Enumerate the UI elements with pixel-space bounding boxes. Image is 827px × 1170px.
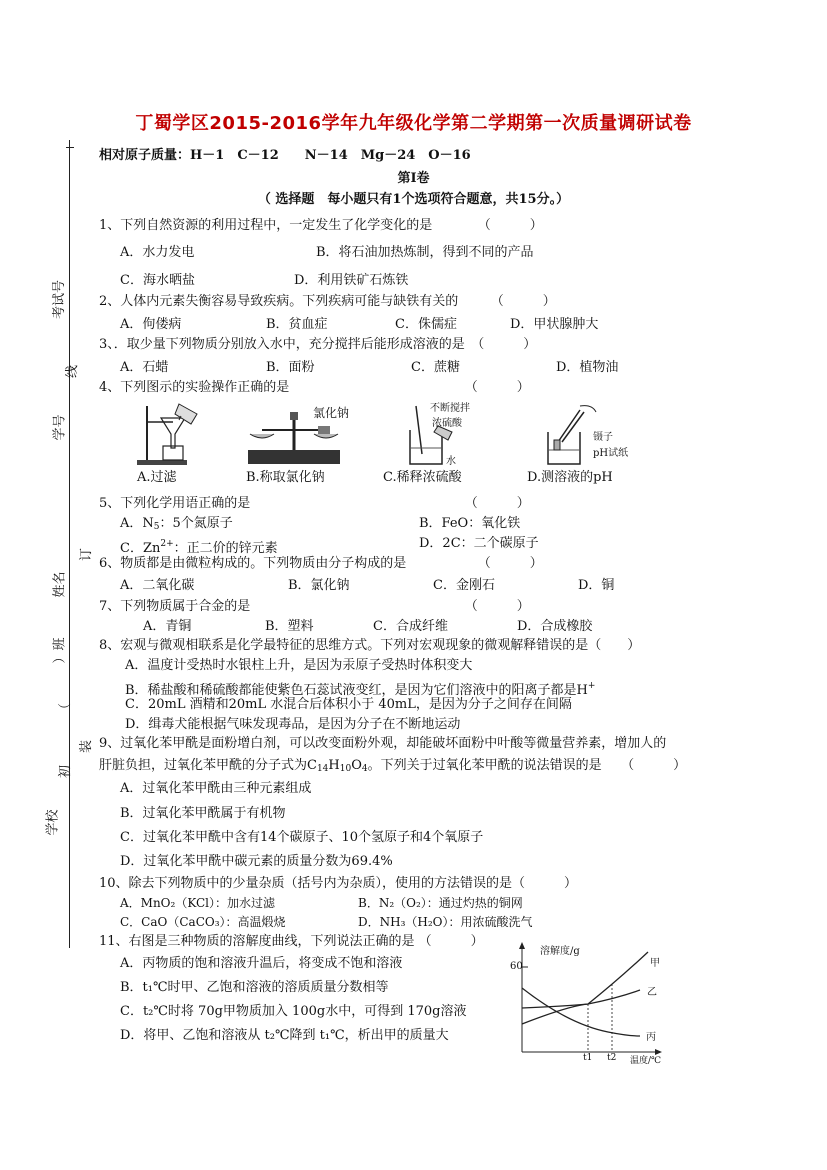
label-nacl: 氯化钠 (313, 406, 350, 420)
atomic-mass-line: 相对原子质量：H－1 C－12 N－14 Mg－24 O－16 (99, 148, 471, 163)
q9-option-d: D．过氧化苯甲酰中碳元素的质量分数为69.4% (120, 854, 393, 869)
q5-option-d: D．2C：二个碳原子 (419, 536, 539, 551)
q2-option-c: C．侏儒症 (395, 317, 457, 332)
section-title: 第Ⅰ卷 (397, 171, 430, 186)
q9-sub-h: 10 (339, 764, 352, 774)
figure-ph-test (540, 402, 600, 468)
binding-line (69, 140, 70, 948)
q6-option-c: C．金刚石 (433, 578, 495, 593)
graph-ylabel: 溶解度/g (540, 946, 580, 957)
q5-c-pre: C．Zn (120, 541, 161, 556)
q4-option-a: A.过滤 (137, 470, 177, 485)
q11-option-a: A．丙物质的饱和溶液升温后，将变成不饱和溶液 (120, 956, 403, 971)
graph-t1: t1 (583, 1053, 593, 1063)
q2-stem: 2、人体内元素失衡容易导致疾病。下列疾病可能与缺铁有关的 （ ） (99, 294, 556, 309)
label-water: 水 (446, 456, 456, 467)
q9-option-b: B．过氧化苯甲酰属于有机物 (120, 806, 286, 821)
q5-a-post: ：5个氮原子 (159, 516, 233, 531)
margin-name: 姓名 (52, 571, 68, 598)
q3-option-b: B．面粉 (266, 360, 315, 375)
q8-b-text: B．稀盐酸和稀硫酸都能使紫色石蕊试液变红，是因为它们溶液中的阳离子都是H (125, 683, 588, 698)
q11-option-b: B．t₁℃时甲、乙饱和溶液的溶质质量分数相等 (120, 980, 389, 995)
q8-option-a: A．温度计受热时水银柱上升，是因为汞原子受热时体积变大 (125, 658, 473, 673)
label-tweezers: 镊子 (593, 432, 613, 443)
q3-option-c: C．蔗糖 (411, 360, 460, 375)
q9-stem-line1: 9、过氧化苯甲酰是面粉增白剂，可以改变面粉外观，却能破坏面粉中叶酸等微量营养素，增加人的 (99, 736, 667, 751)
q4-option-d: D.测溶液的pH (527, 470, 613, 485)
q4-stem: 4、下列图示的实验操作正确的是 （ ） (99, 380, 530, 395)
q8-b-sup: + (587, 681, 596, 691)
q1-option-a: A．水力发电 (120, 245, 195, 260)
q8-option-c: C．20mL 酒精和20mL 水混合后体积小于 40mL，是因为分子之间存在间隔 (125, 697, 572, 712)
q10-option-a: A．MnO₂（KCl）：加水过滤 (120, 896, 275, 910)
q7-option-b: B．塑料 (265, 619, 314, 634)
margin-grade: 初 (58, 764, 74, 779)
q7-option-d: D．合成橡胶 (517, 619, 593, 634)
label-stirring: 不断搅拌 (430, 403, 470, 414)
margin-line-label: 线 (65, 364, 81, 379)
curve-jia (522, 952, 648, 1008)
graph-label-jia: 甲 (650, 958, 660, 969)
q8-option-d: D．缉毒犬能根据气味发现毒品，是因为分子在不断地运动 (125, 717, 461, 732)
q3-option-a: A．石蜡 (120, 360, 169, 375)
q5-a-pre: A．N (120, 516, 154, 531)
q1-stem: 1、下列自然资源的利用过程中，一定发生了化学变化的是 （ ） (99, 218, 543, 233)
q11-option-c: C．t₂℃时将 70g甲物质加入 100g水中，可得到 170g溶液 (120, 1004, 467, 1019)
margin-top-rule (66, 147, 74, 148)
margin-seat-no: 学号 (52, 414, 68, 441)
q6-stem: 6、物质都是由微粒构成的。下列物质由分子构成的是 （ ） (99, 556, 543, 571)
q10-option-c: C．CaO（CaCO₃）：高温煅烧 (120, 915, 286, 929)
margin-class: ）班 (52, 637, 68, 664)
q6-option-b: B．氯化钠 (288, 578, 350, 593)
q9-sub-o: 4 (361, 764, 368, 774)
q2-option-b: B．贫血症 (266, 317, 328, 332)
q8-stem: 8、宏观与微观相联系是化学最特征的思维方式。下列对宏观现象的微观解释错误的是（ ） (99, 638, 641, 653)
graph-label-yi: 乙 (647, 987, 657, 998)
q9-stem2-pre: 肝脏负担，过氧化苯甲酰的分子式为C (99, 758, 317, 773)
q1-option-d: D．利用铁矿石炼铁 (294, 273, 409, 288)
q3-option-d: D．植物油 (556, 360, 619, 375)
q4-option-c: C.稀释浓硫酸 (383, 470, 462, 485)
q5-c-post: ：正二价的锌元素 (173, 541, 278, 556)
section-note: （ 选择题 每小题只有1个选项符合题意，共15分。） (257, 192, 570, 207)
q9-sub-c: 14 (316, 764, 329, 774)
q9-stem-line2 (99, 758, 686, 777)
q11-option-d: D．将甲、乙饱和溶液从 t₂℃降到 t₁℃，析出甲的质量大 (120, 1028, 449, 1043)
q9-o: O (351, 758, 362, 773)
q8-option-b (125, 678, 595, 699)
graph-xlabel: 温度/℃ (630, 1056, 662, 1066)
margin-school: 学校 (45, 809, 61, 836)
q7-stem: 7、下列物质属于合金的是 （ ） (99, 599, 530, 614)
q5-a-sub: 5 (153, 522, 160, 532)
q9-h: H (328, 758, 340, 773)
q2-option-d: D．甲状腺肿大 (510, 317, 599, 332)
margin-exam-no: 考试号 (52, 279, 68, 320)
q1-option-b: B．将石油加热炼制，得到不同的产品 (316, 245, 534, 260)
q5-c-sup: 2+ (160, 539, 174, 549)
q11-stem: 11、右图是三种物质的溶解度曲线，下列说法正确的是 （ ） (99, 934, 484, 949)
margin-zhuang-label: 装 (79, 739, 95, 754)
q3-stem: 3、．取少量下列物质分别放入水中，充分搅拌后能形成溶液的是 （ ） (99, 337, 537, 352)
q5-option-b: B．FeO：氧化铁 (419, 516, 521, 531)
exam-title: 丁蜀学区2015-2016学年九年级化学第二学期第一次质量调研试卷 (135, 113, 692, 134)
q6-option-a: A．二氧化碳 (120, 578, 195, 593)
q5-option-c (120, 536, 278, 557)
graph-t2: t2 (607, 1053, 617, 1063)
q7-option-c: C．合成纤维 (373, 619, 448, 634)
q10-stem: 10、除去下列物质中的少量杂质（括号内为杂质），使用的方法错误的是（ ） (99, 876, 578, 891)
q7-option-a: A．青铜 (143, 619, 192, 634)
margin-ding-label: 订 (79, 547, 95, 562)
q6-option-d: D．铜 (578, 578, 615, 593)
q4-option-b: B.称取氯化钠 (246, 470, 325, 485)
figure-filtration (133, 402, 209, 466)
q2-option-a: A．佝偻病 (120, 317, 182, 332)
q9-option-a: A．过氧化苯甲酰由三种元素组成 (120, 781, 312, 796)
q9-stem2-post: 。下列关于过氧化苯甲酰的说法错误的是 （ ） (367, 758, 687, 773)
q10-option-d: D．NH₃（H₂O）：用浓硫酸洗气 (358, 915, 533, 929)
label-ph-paper: pH试纸 (593, 448, 629, 459)
q5-option-a (120, 516, 233, 535)
graph-y60: 60 (510, 961, 523, 972)
graph-label-bing: 丙 (646, 1032, 656, 1043)
margin-class-paren: （ (58, 702, 74, 717)
q1-option-c: C．海水晒盐 (120, 273, 195, 288)
label-conc-acid: 浓硫酸 (432, 418, 462, 429)
q10-option-b: B．N₂（O₂）：通过灼热的铜网 (358, 896, 523, 910)
q5-stem: 5、下列化学用语正确的是 （ ） (99, 496, 530, 511)
q9-option-c: C．过氧化苯甲酰中含有14个碳原子、10个氢原子和4个氧原子 (120, 830, 484, 845)
